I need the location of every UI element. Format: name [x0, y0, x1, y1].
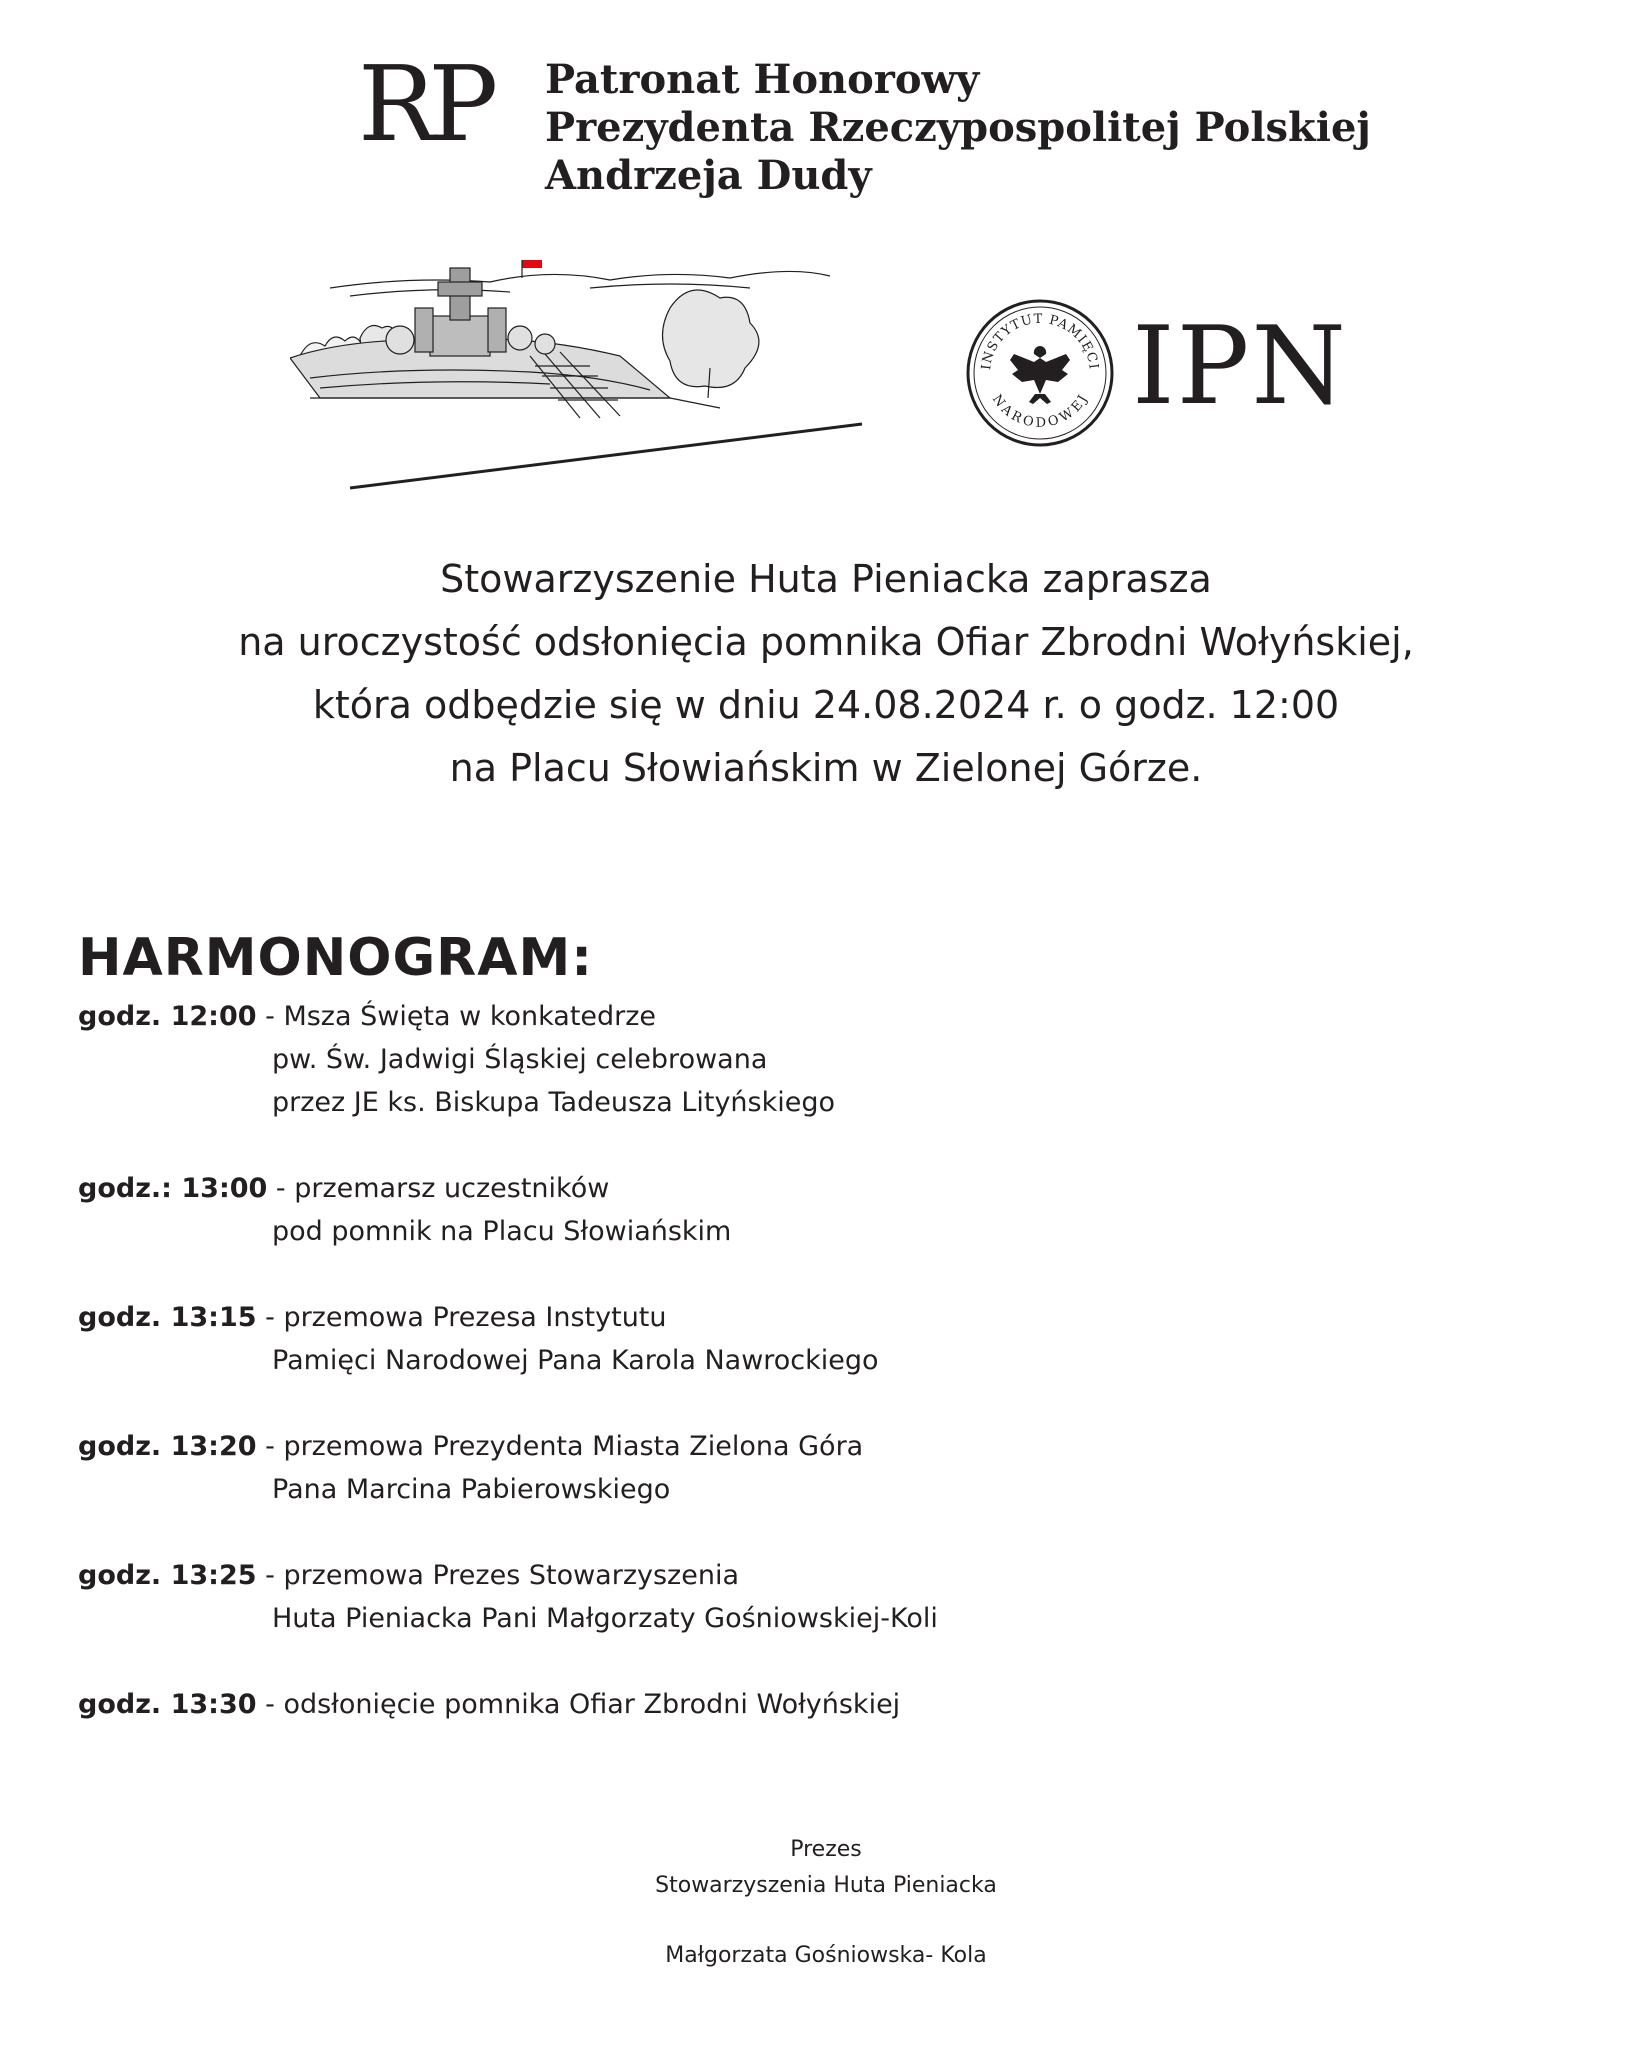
schedule-title: HARMONOGRAM: — [78, 928, 593, 988]
schedule-description: - przemowa Prezesa Instytutu — [256, 1302, 667, 1333]
svg-text:NARODOWEJ: NARODOWEJ — [988, 392, 1092, 431]
schedule-description: - przemowa Prezes Stowarzyszenia — [256, 1560, 739, 1591]
schedule-entry — [78, 1296, 1478, 1382]
schedule-time: godz. 13:20 — [78, 1431, 257, 1462]
invitation-line: która odbędzie się w dniu 24.08.2024 r. o godz. 12:00 — [312, 683, 1340, 727]
schedule-time: godz. 13:25 — [78, 1560, 257, 1591]
schedule-description-cont: Pamięci Narodowej Pana Karola Nawrockiego — [272, 1345, 879, 1376]
signature-block — [0, 1832, 1652, 1974]
svg-text:RP: RP — [358, 52, 491, 162]
patronage-line: Patronat Honorowy — [545, 56, 980, 103]
schedule-time: godz. 13:30 — [78, 1689, 257, 1720]
rp-logo — [358, 52, 508, 162]
signature-name: Małgorzata Gośniowska- Kola — [665, 1943, 987, 1968]
schedule-description-cont: pw. Św. Jadwigi Śląskiej celebrowana — [272, 1044, 768, 1075]
patronage-block — [545, 56, 1371, 200]
invitation-text — [0, 548, 1652, 800]
schedule-description-cont: przez JE ks. Biskupa Tadeusza Lityńskiego — [272, 1087, 836, 1118]
svg-text:INSTYTUT PAMIĘCI: INSTYTUT PAMIĘCI — [979, 311, 1101, 371]
schedule-time: godz.: 13:00 — [78, 1173, 268, 1204]
invitation-line: na uroczystość odsłonięcia pomnika Ofiar Zbrodni Wołyńskiej, — [238, 620, 1414, 664]
schedule-list — [78, 995, 1478, 1769]
schedule-description: - Msza Święta w konkatedrze — [256, 1001, 657, 1032]
monument-illustration — [290, 248, 870, 493]
patronage-line: Prezydenta Rzeczypospolitej Polskiej — [545, 104, 1371, 151]
schedule-description: - odsłonięcie pomnika Ofiar Zbrodni Wołyńskiej — [256, 1689, 901, 1720]
signature-organization: Stowarzyszenia Huta Pieniacka — [655, 1873, 997, 1898]
schedule-time: godz. 13:15 — [78, 1302, 257, 1333]
schedule-entry — [78, 995, 1478, 1124]
schedule-entry — [78, 1683, 1478, 1726]
invitation-line: Stowarzyszenie Huta Pieniacka zaprasza — [440, 557, 1212, 601]
schedule-time: godz. 12:00 — [78, 1001, 257, 1032]
schedule-description-cont: Huta Pieniacka Pani Małgorzaty Gośniowskiej-Koli — [272, 1603, 938, 1634]
schedule-entry — [78, 1167, 1478, 1253]
schedule-description-cont: pod pomnik na Placu Słowiańskim — [272, 1216, 732, 1247]
patronage-line: Andrzeja Dudy — [545, 152, 872, 199]
invitation-line: na Placu Słowiańskim w Zielonej Górze. — [449, 746, 1203, 790]
ipn-seal — [965, 298, 1115, 448]
schedule-entry — [78, 1425, 1478, 1511]
schedule-description-cont: Pana Marcina Pabierowskiego — [272, 1474, 671, 1505]
schedule-entry — [78, 1554, 1478, 1640]
signature-role: Prezes — [790, 1837, 862, 1862]
ipn-wordmark: IPN — [1132, 304, 1348, 429]
schedule-description: - przemarsz uczestników — [267, 1173, 610, 1204]
schedule-description: - przemowa Prezydenta Miasta Zielona Góra — [256, 1431, 864, 1462]
